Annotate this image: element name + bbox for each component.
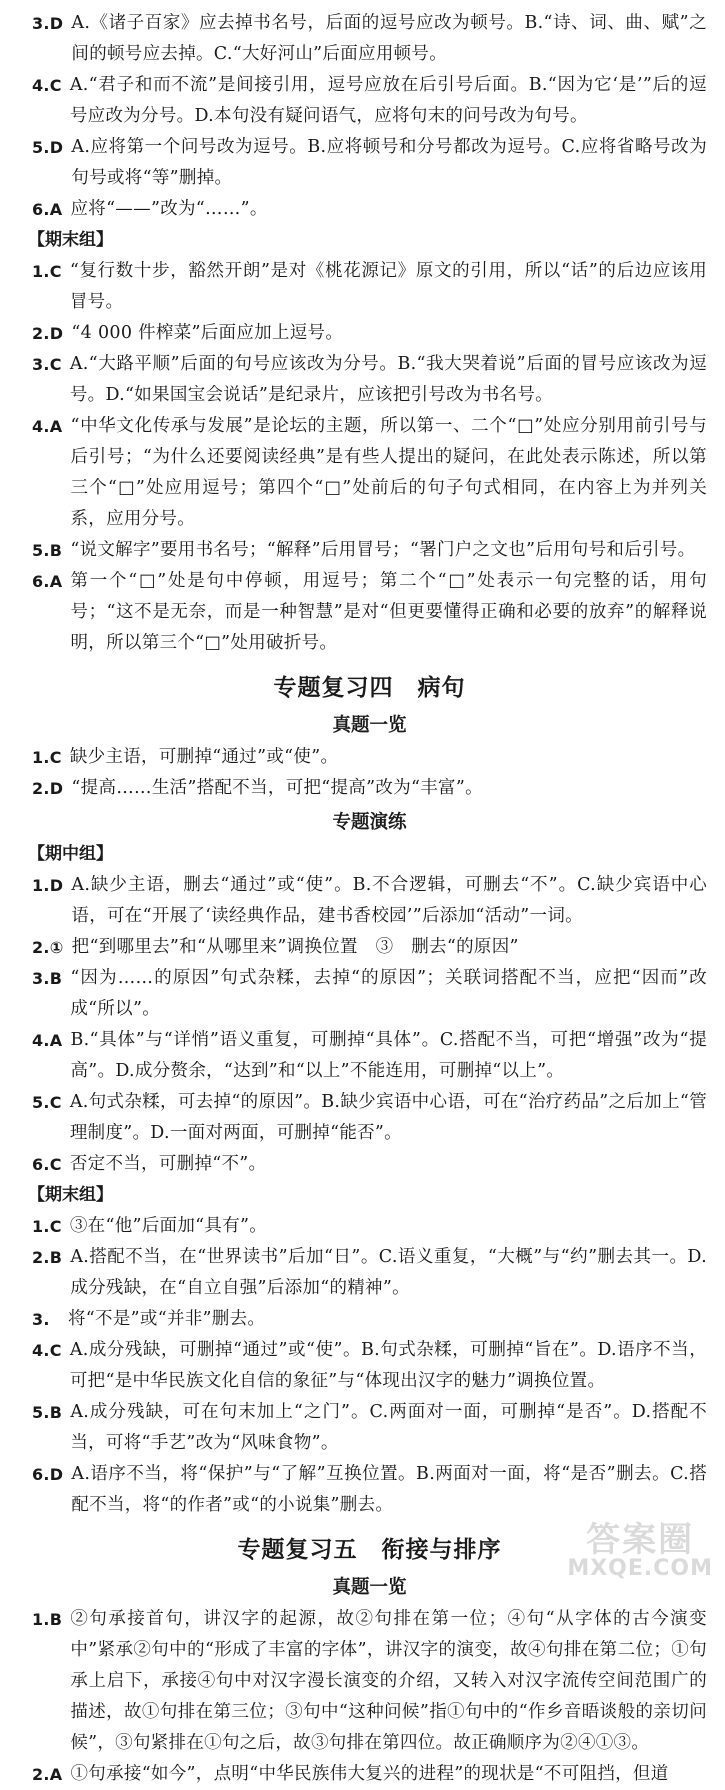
watermark-url: MXQE.COM: [567, 1556, 713, 1581]
answer-number: 2.D: [32, 324, 64, 343]
answer-item: [32, 1759, 707, 1790]
answer-explanation: B.“具体”与“详悄”语义重复，可删掉“具体”。C.搭配不当，可把“增强”改为“提高”。D.成分赘余，“达到”和“以上”不能连用，可删掉“以上”。: [70, 1030, 707, 1081]
answer-item: [32, 566, 707, 659]
answer-number: 5.C: [32, 1093, 62, 1112]
answer-number: 5.B: [32, 541, 63, 560]
answer-number: 6.A: [32, 200, 63, 219]
watermark-logo: [567, 1522, 713, 1580]
answer-number: 4.C: [32, 76, 62, 95]
answer-item: [32, 1087, 707, 1149]
answer-item: [32, 932, 707, 963]
answer-explanation: “说文解字”要用书名号；“解释”后用冒号；“署门户之文也”后用句号和后引号。: [70, 540, 696, 560]
answer-number: 4.C: [32, 1341, 62, 1360]
answer-item: [32, 1149, 707, 1180]
answer-number: 6.D: [32, 1465, 64, 1484]
section-heading: 专题复习五 衔接与排序: [237, 1537, 502, 1563]
answer-explanation: “4 000 件榨菜”后面应加上逗号。: [71, 323, 344, 343]
answer-explanation: 把“到哪里去”和“从哪里来”调换位置 ③ 删去“的原因”: [71, 937, 519, 957]
answer-number: 1.C: [32, 1217, 62, 1236]
answer-explanation: 缺少主语，可删掉“通过”或“使”。: [69, 747, 339, 767]
answer-item: [32, 1604, 707, 1759]
answer-number: 2.B: [32, 1248, 63, 1267]
group-label: 【期末组】: [28, 1185, 113, 1205]
answer-explanation: A.成分残缺，可在句末加上“之门”。C.两面对一面，可删掉“是否”。D.搭配不当，可将“手艺”改为“风味食物”。: [70, 1402, 707, 1453]
answer-explanation: ②句承接首句，讲汉字的起源，故②句排在第一位；④句“从字体的古今演变中”紧承②句中的“形成了丰富的字体”，讲汉字的演变，故④句排在第二位；①句承上启下，承接④句中对汉字漫长演变的介绍，又转入对汉字流传空间范围广的描述，故①句排在第三位；③句中“这种问候”指①句中的“作乡音晤谈般的亲切问候”，③句紧排在①句之后，故③句排在第四位。故正确顺序为②④①③。: [70, 1609, 707, 1753]
answer-number: 3.C: [32, 355, 62, 374]
answer-number: 1.B: [32, 1610, 63, 1629]
answer-item: [32, 8, 707, 70]
answer-explanation: “因为……的原因”句式杂糅，去掉“的原因”；关联词搭配不当，应把“因而”改成“所以”。: [70, 968, 707, 1019]
group-label: 【期末组】: [28, 230, 113, 250]
answer-number: 5.D: [32, 138, 64, 157]
answer-number: 3.D: [32, 14, 64, 33]
answer-item: [32, 1304, 707, 1335]
answer-explanation: A.缺少主语，删去“通过”或“使”。B.不合逻辑，可删去“不”。C.缺少宾语中心语，可在“开展了‘读经典作品，建书香校园’”后添加“活动”一词。: [71, 875, 707, 926]
group-label: 【期中组】: [28, 844, 113, 864]
answer-item: [32, 1211, 707, 1242]
section-heading: 专题复习四 病句: [273, 675, 466, 701]
answer-explanation: “复行数十步，豁然开朗”是对《桃花源记》原文的引用，所以“话”的后边应该用冒号。: [69, 261, 707, 312]
answer-explanation: A.语序不当，将“保护”与“了解”互换位置。B.两面对一面，将“是否”删去。C.搭配不当，将“的作者”或“的小说集”删去。: [71, 1464, 707, 1515]
answer-number: 4.A: [32, 1031, 63, 1050]
answer-number: 3.: [32, 1310, 50, 1329]
answer-explanation: 应将“——”改为“……”。: [70, 199, 268, 219]
answer-explanation: 第一个“□”处是句中停顿，用逗号；第二个“□”处表示一句完整的话，用句号；“这不是无奈，而是一种智慧”是对“但更要懂得正确和必要的放弃”的解释说明，所以第三个“□”处用破折号。: [70, 571, 707, 653]
answer-item: [32, 535, 707, 566]
answer-explanation: A.句式杂糅，可去掉“的原因”。B.缺少宾语中心语，可在“治疗药品”之后加上“管理制度”。D.一面对两面，可删掉“能否”。: [69, 1092, 707, 1143]
watermark-logo-text: 答案圈: [586, 1520, 695, 1560]
answer-number: 1.C: [32, 262, 62, 281]
answer-number: 1.C: [32, 748, 62, 767]
answer-explanation: A.成分残缺，可删掉“通过”或“使”。B.句式杂糅，可删掉“旨在”。D.语序不当，可把“是中华民族文化自信的象征”与“体现出汉字的魅力”调换位置。: [69, 1340, 707, 1391]
answer-item: [32, 349, 707, 411]
sub-heading: 真题一览: [332, 1577, 407, 1598]
answer-item: [32, 194, 707, 225]
answer-explanation: “提高……生活”搭配不当，可把“提高”改为“丰富”。: [71, 778, 483, 798]
answer-item: [32, 963, 707, 1025]
answer-explanation: ③在“他”后面加“具有”。: [69, 1216, 268, 1236]
answer-item: [32, 1242, 707, 1304]
answer-number: 6.A: [32, 572, 63, 591]
answer-explanation: A.“大路平顺”后面的句号应该改为分号。B.“我大哭着说”后面的冒号应该改为逗号。D.“如果国宝会说话”是纪录片，应该把引号改为书名号。: [69, 354, 707, 405]
answer-number: 2.A: [32, 1765, 63, 1784]
answer-number: 6.C: [32, 1155, 62, 1174]
answer-item: [32, 318, 707, 349]
answer-number: 1.D: [32, 876, 64, 895]
answer-explanation: A.应将第一个问号改为逗号。B.应将顿号和分号都改为逗号。C.应将省略号改为句号或将“等”删掉。: [71, 137, 707, 188]
answer-item: [32, 256, 707, 318]
answer-explanation: 否定不当，可删掉“不”。: [69, 1154, 267, 1174]
answer-explanation: “中华文化传承与发展”是论坛的主题，所以第一、二个“□”处应分别用前引号与后引号；“为什么还要阅读经典”是有些人提出的疑问，在此处表示陈述，所以第三个“□”处应用逗号；第四个“□”处前后的句子句式相同，在内容上为并列关系，应用分号。: [70, 416, 707, 529]
answer-item: [32, 742, 707, 773]
answer-item: [32, 1335, 707, 1397]
answer-item: [32, 1459, 707, 1521]
answer-explanation: ①句承接“如今”，点明“中华民族伟大复兴的进程”的现状是“不可阻挡，但道: [70, 1764, 669, 1784]
answer-number: 4.A: [32, 417, 63, 436]
answer-item: [32, 773, 707, 804]
answer-number: 2.①: [32, 938, 64, 957]
answer-explanation: 将“不是”或“并非”删去。: [68, 1309, 266, 1329]
answer-item: [32, 132, 707, 194]
answer-item: [32, 1025, 707, 1087]
sub-heading: 真题一览: [332, 715, 407, 736]
answer-item: [32, 70, 707, 132]
sub-heading: 专题演练: [332, 812, 407, 833]
answer-number: 3.B: [32, 969, 63, 988]
answer-explanation: A.“君子和而不流”是间接引用，逗号应放在后引号后面。B.“因为它‘是’”后的逗号应改为分号。D.本句没有疑问语气，应将句末的问号改为句号。: [69, 75, 707, 126]
answer-explanation: A.《诸子百家》应去掉书名号，后面的逗号应改为顿号。B.“诗、词、曲、赋”之间的顿号应去掉。C.“大好河山”后面应用顿号。: [71, 13, 707, 64]
answer-item: [32, 411, 707, 535]
answer-number: 2.D: [32, 779, 64, 798]
answer-item: [32, 1397, 707, 1459]
answer-item: [32, 870, 707, 932]
answer-explanation: A.搭配不当，在“世界读书”后加“日”。C.语义重复，“大概”与“约”删去其一。D.成分残缺，在“自立自强”后添加“的精神”。: [70, 1247, 707, 1298]
answer-number: 5.B: [32, 1403, 63, 1422]
